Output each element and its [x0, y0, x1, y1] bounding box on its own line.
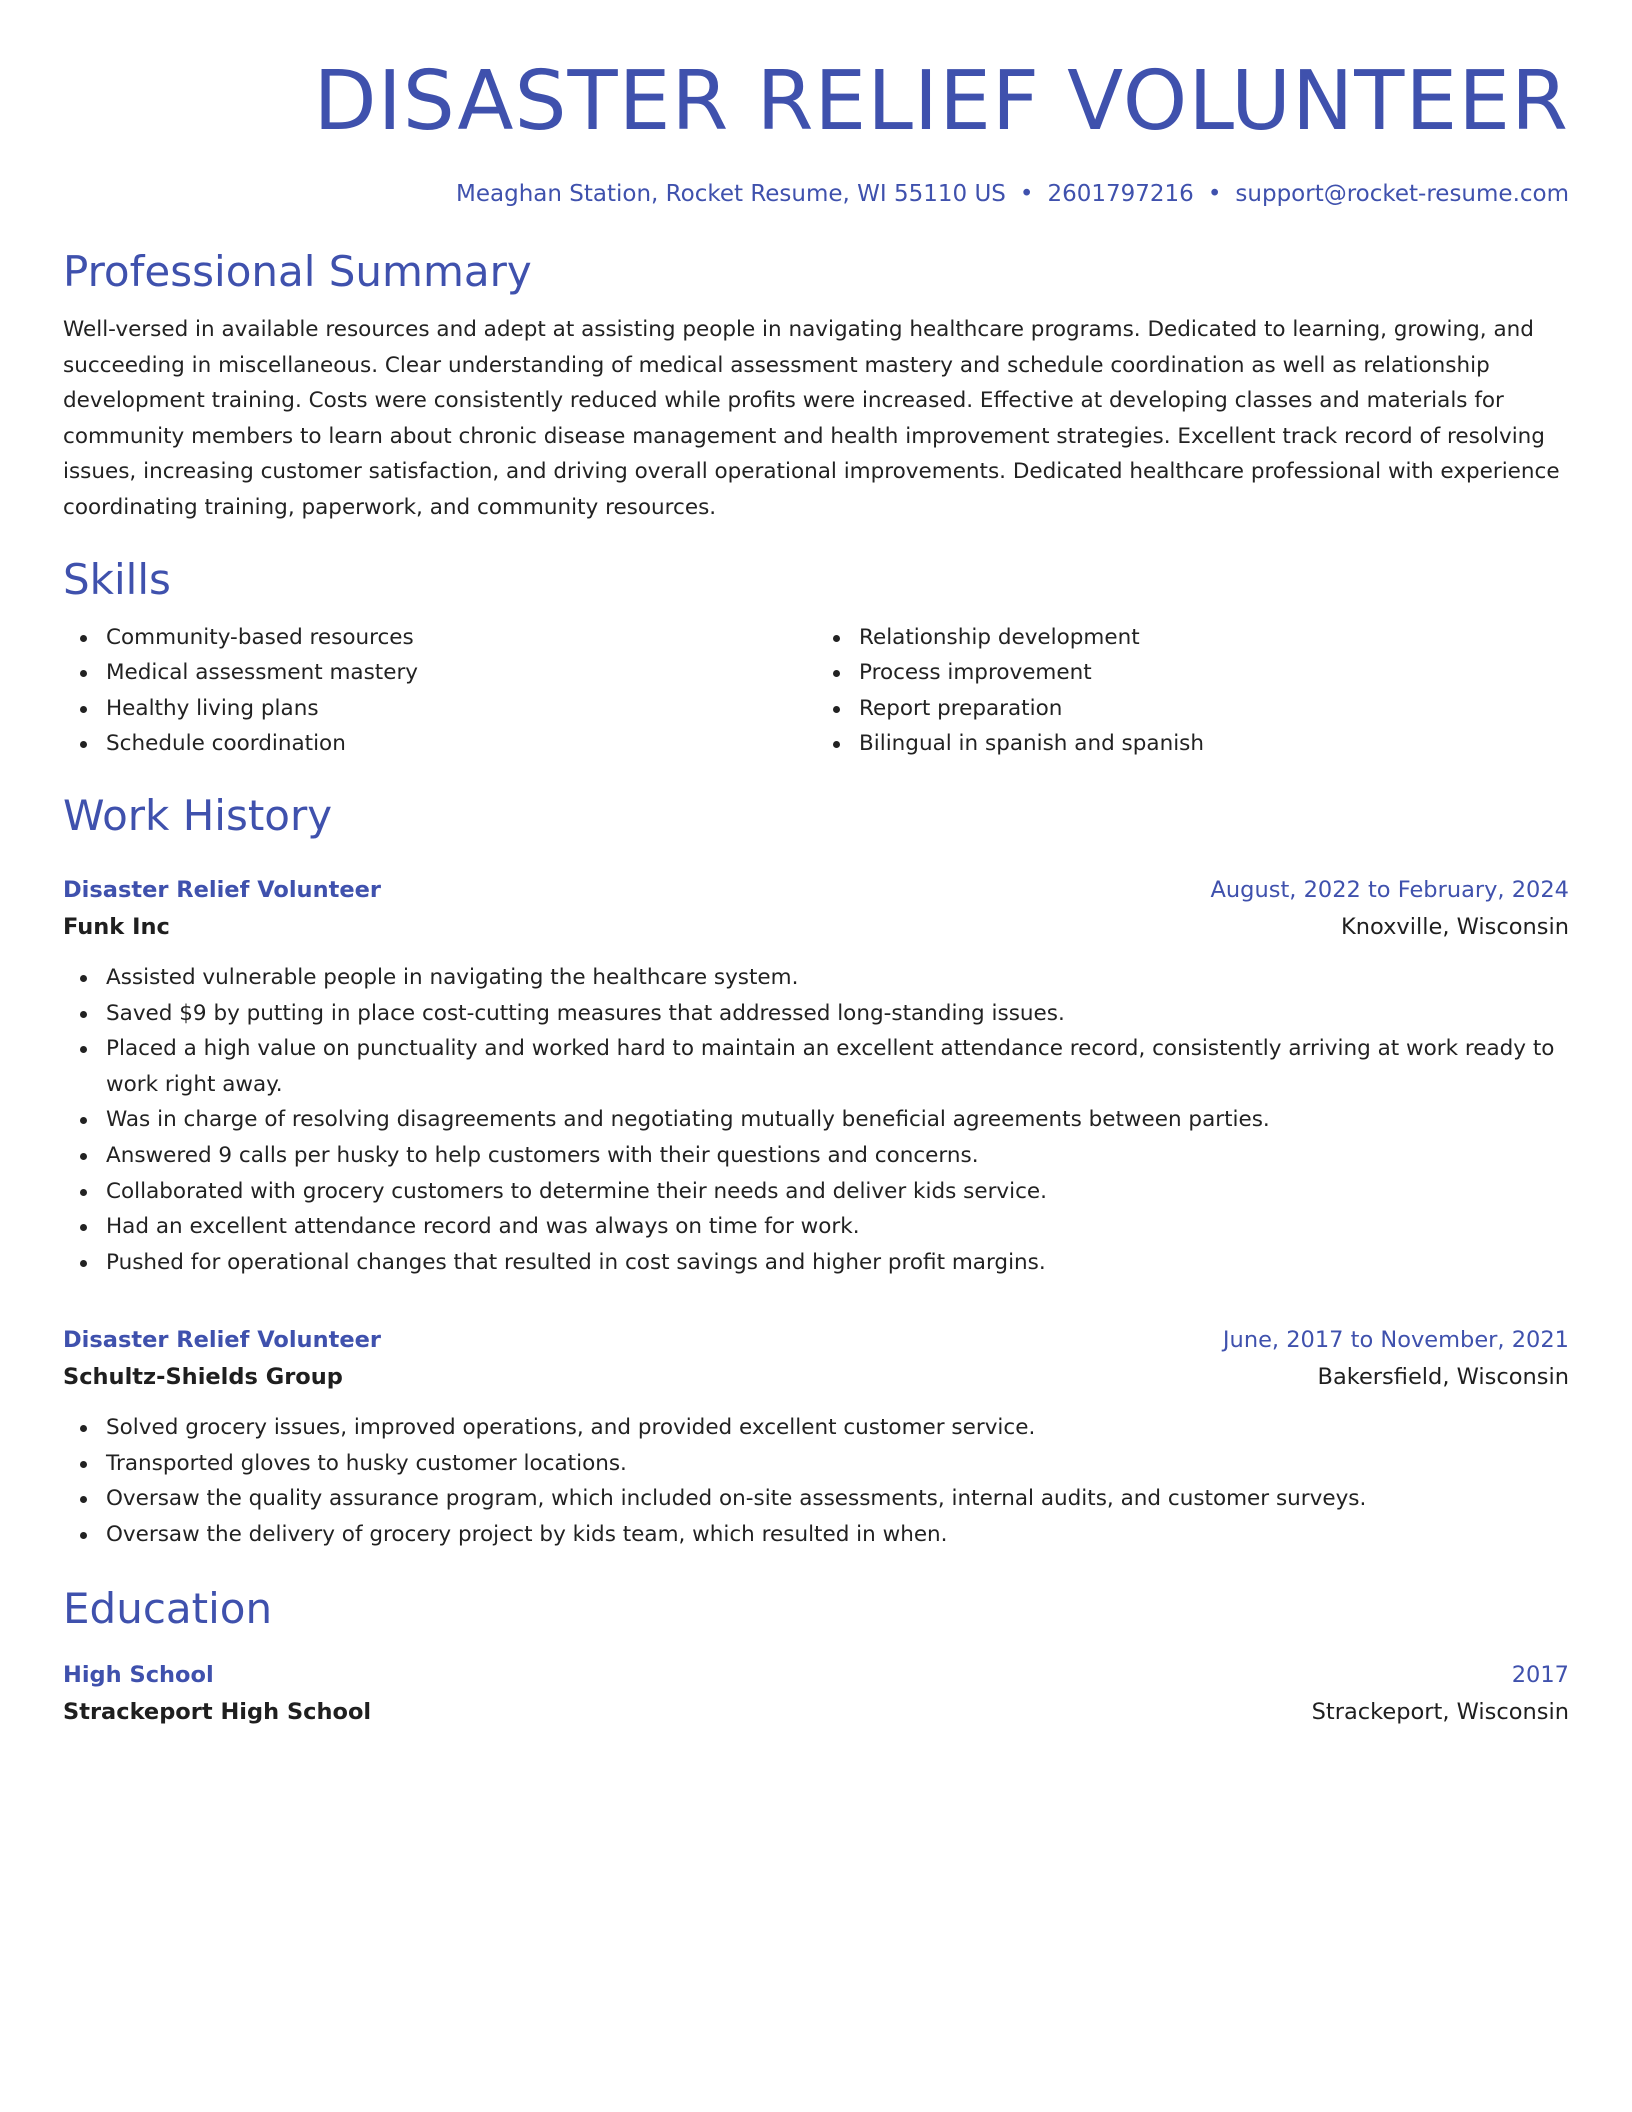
education-school: Strackeport High School	[63, 1698, 372, 1725]
skill-item: Bilingual in spanish and spanish	[859, 726, 1569, 762]
work-history-heading: Work History	[63, 790, 333, 840]
education-year: 2017	[1511, 1661, 1569, 1688]
job-header	[63, 1322, 1569, 1358]
job-entry	[63, 872, 1569, 1280]
skill-item: Healthy living plans	[106, 691, 816, 727]
job-company: Schultz-Shields Group	[63, 1364, 343, 1391]
skill-item: Schedule coordination	[106, 726, 816, 762]
job-dates: June, 2017 to November, 2021	[1222, 1327, 1569, 1354]
job-title: Disaster Relief Volunteer	[63, 1327, 381, 1354]
skills-list	[63, 620, 1569, 762]
job-bullet: Oversaw the quality assurance program, which included on-site assessments, internal audits, and customer surveys.	[106, 1481, 1569, 1517]
job-entry	[63, 1322, 1569, 1552]
skill-item: Medical assessment mastery	[106, 655, 816, 691]
job-bullet: Had an excellent attendance record and was always on time for work.	[106, 1209, 1569, 1245]
skills-heading: Skills	[63, 554, 171, 604]
job-bullet: Saved $9 by putting in place cost-cutting measures that addressed long-standing issues.	[106, 996, 1569, 1032]
job-bullet: Was in charge of resolving disagreements and negotiating mutually beneficial agreements between parties.	[106, 1102, 1569, 1138]
job-company-row	[63, 908, 1569, 946]
summary-heading: Professional Summary	[63, 247, 532, 296]
contact-line	[63, 178, 1569, 210]
education-school-row	[63, 1693, 1569, 1731]
job-bullet: Solved grocery issues, improved operations, and provided excellent customer service.	[106, 1410, 1569, 1446]
education-heading: Education	[63, 1583, 273, 1633]
skills-column-right	[816, 620, 1569, 762]
contact-separator: •	[1019, 181, 1034, 207]
skills-column-left	[63, 620, 816, 762]
job-bullet: Collaborated with grocery customers to determine their needs and deliver kids service.	[106, 1174, 1569, 1210]
education-entry	[63, 1657, 1569, 1731]
summary-text: Well-versed in available resources and adept at assisting people in navigating healthcare programs. Dedicated to learning, growing, and succeeding in miscellaneous. Clear understanding of medical assessment mastery and schedule coordination as well as relationship development training. Costs were consistently reduced while profits were increased. Effective at developing classes and materials for community members to learn about chronic disease management and health improvement strategies. Excellent track record of resolving issues, increasing customer satisfaction, and driving overall operational improvements. Dedicated healthcare professional with experience coordinating training, paperwork, and community resources.	[63, 317, 1560, 520]
skill-item: Report preparation	[859, 691, 1569, 727]
job-bullet: Transported gloves to husky customer locations.	[106, 1446, 1569, 1482]
job-company: Funk Inc	[63, 913, 170, 940]
job-bullet: Assisted vulnerable people in navigating the healthcare system.	[106, 960, 1569, 996]
job-header	[63, 872, 1569, 908]
education-location: Strackeport, Wisconsin	[1311, 1698, 1569, 1725]
job-company-row	[63, 1358, 1569, 1396]
job-bullets	[63, 1410, 1569, 1552]
job-location: Knoxville, Wisconsin	[1341, 913, 1569, 940]
skill-item: Community-based resources	[106, 620, 816, 656]
contact-separator: •	[1207, 181, 1222, 207]
contact-email: support@rocket-resume.com	[1235, 181, 1569, 207]
skill-item: Process improvement	[859, 655, 1569, 691]
education-degree: High School	[63, 1661, 214, 1688]
education-header	[63, 1657, 1569, 1693]
job-title: Disaster Relief Volunteer	[63, 876, 381, 903]
skill-item: Relationship development	[859, 620, 1569, 656]
job-bullet: Answered 9 calls per husky to help customers with their questions and concerns.	[106, 1138, 1569, 1174]
job-location: Bakersfield, Wisconsin	[1317, 1364, 1569, 1391]
job-bullet: Placed a high value on punctuality and worked hard to maintain an excellent attendance record, consistently arriving at work ready to work right away.	[106, 1031, 1569, 1102]
resume-name: DISASTER RELIEF VOLUNTEER	[313, 54, 1569, 149]
contact-phone: 2601797216	[1047, 181, 1194, 207]
job-bullets	[63, 960, 1569, 1280]
job-bullet: Oversaw the delivery of grocery project by kids team, which resulted in when.	[106, 1517, 1569, 1553]
job-dates: August, 2022 to February, 2024	[1210, 876, 1569, 903]
contact-address: Meaghan Station, Rocket Resume, WI 55110 US	[456, 181, 1006, 207]
job-bullet: Pushed for operational changes that resulted in cost savings and higher profit margins.	[106, 1245, 1569, 1281]
